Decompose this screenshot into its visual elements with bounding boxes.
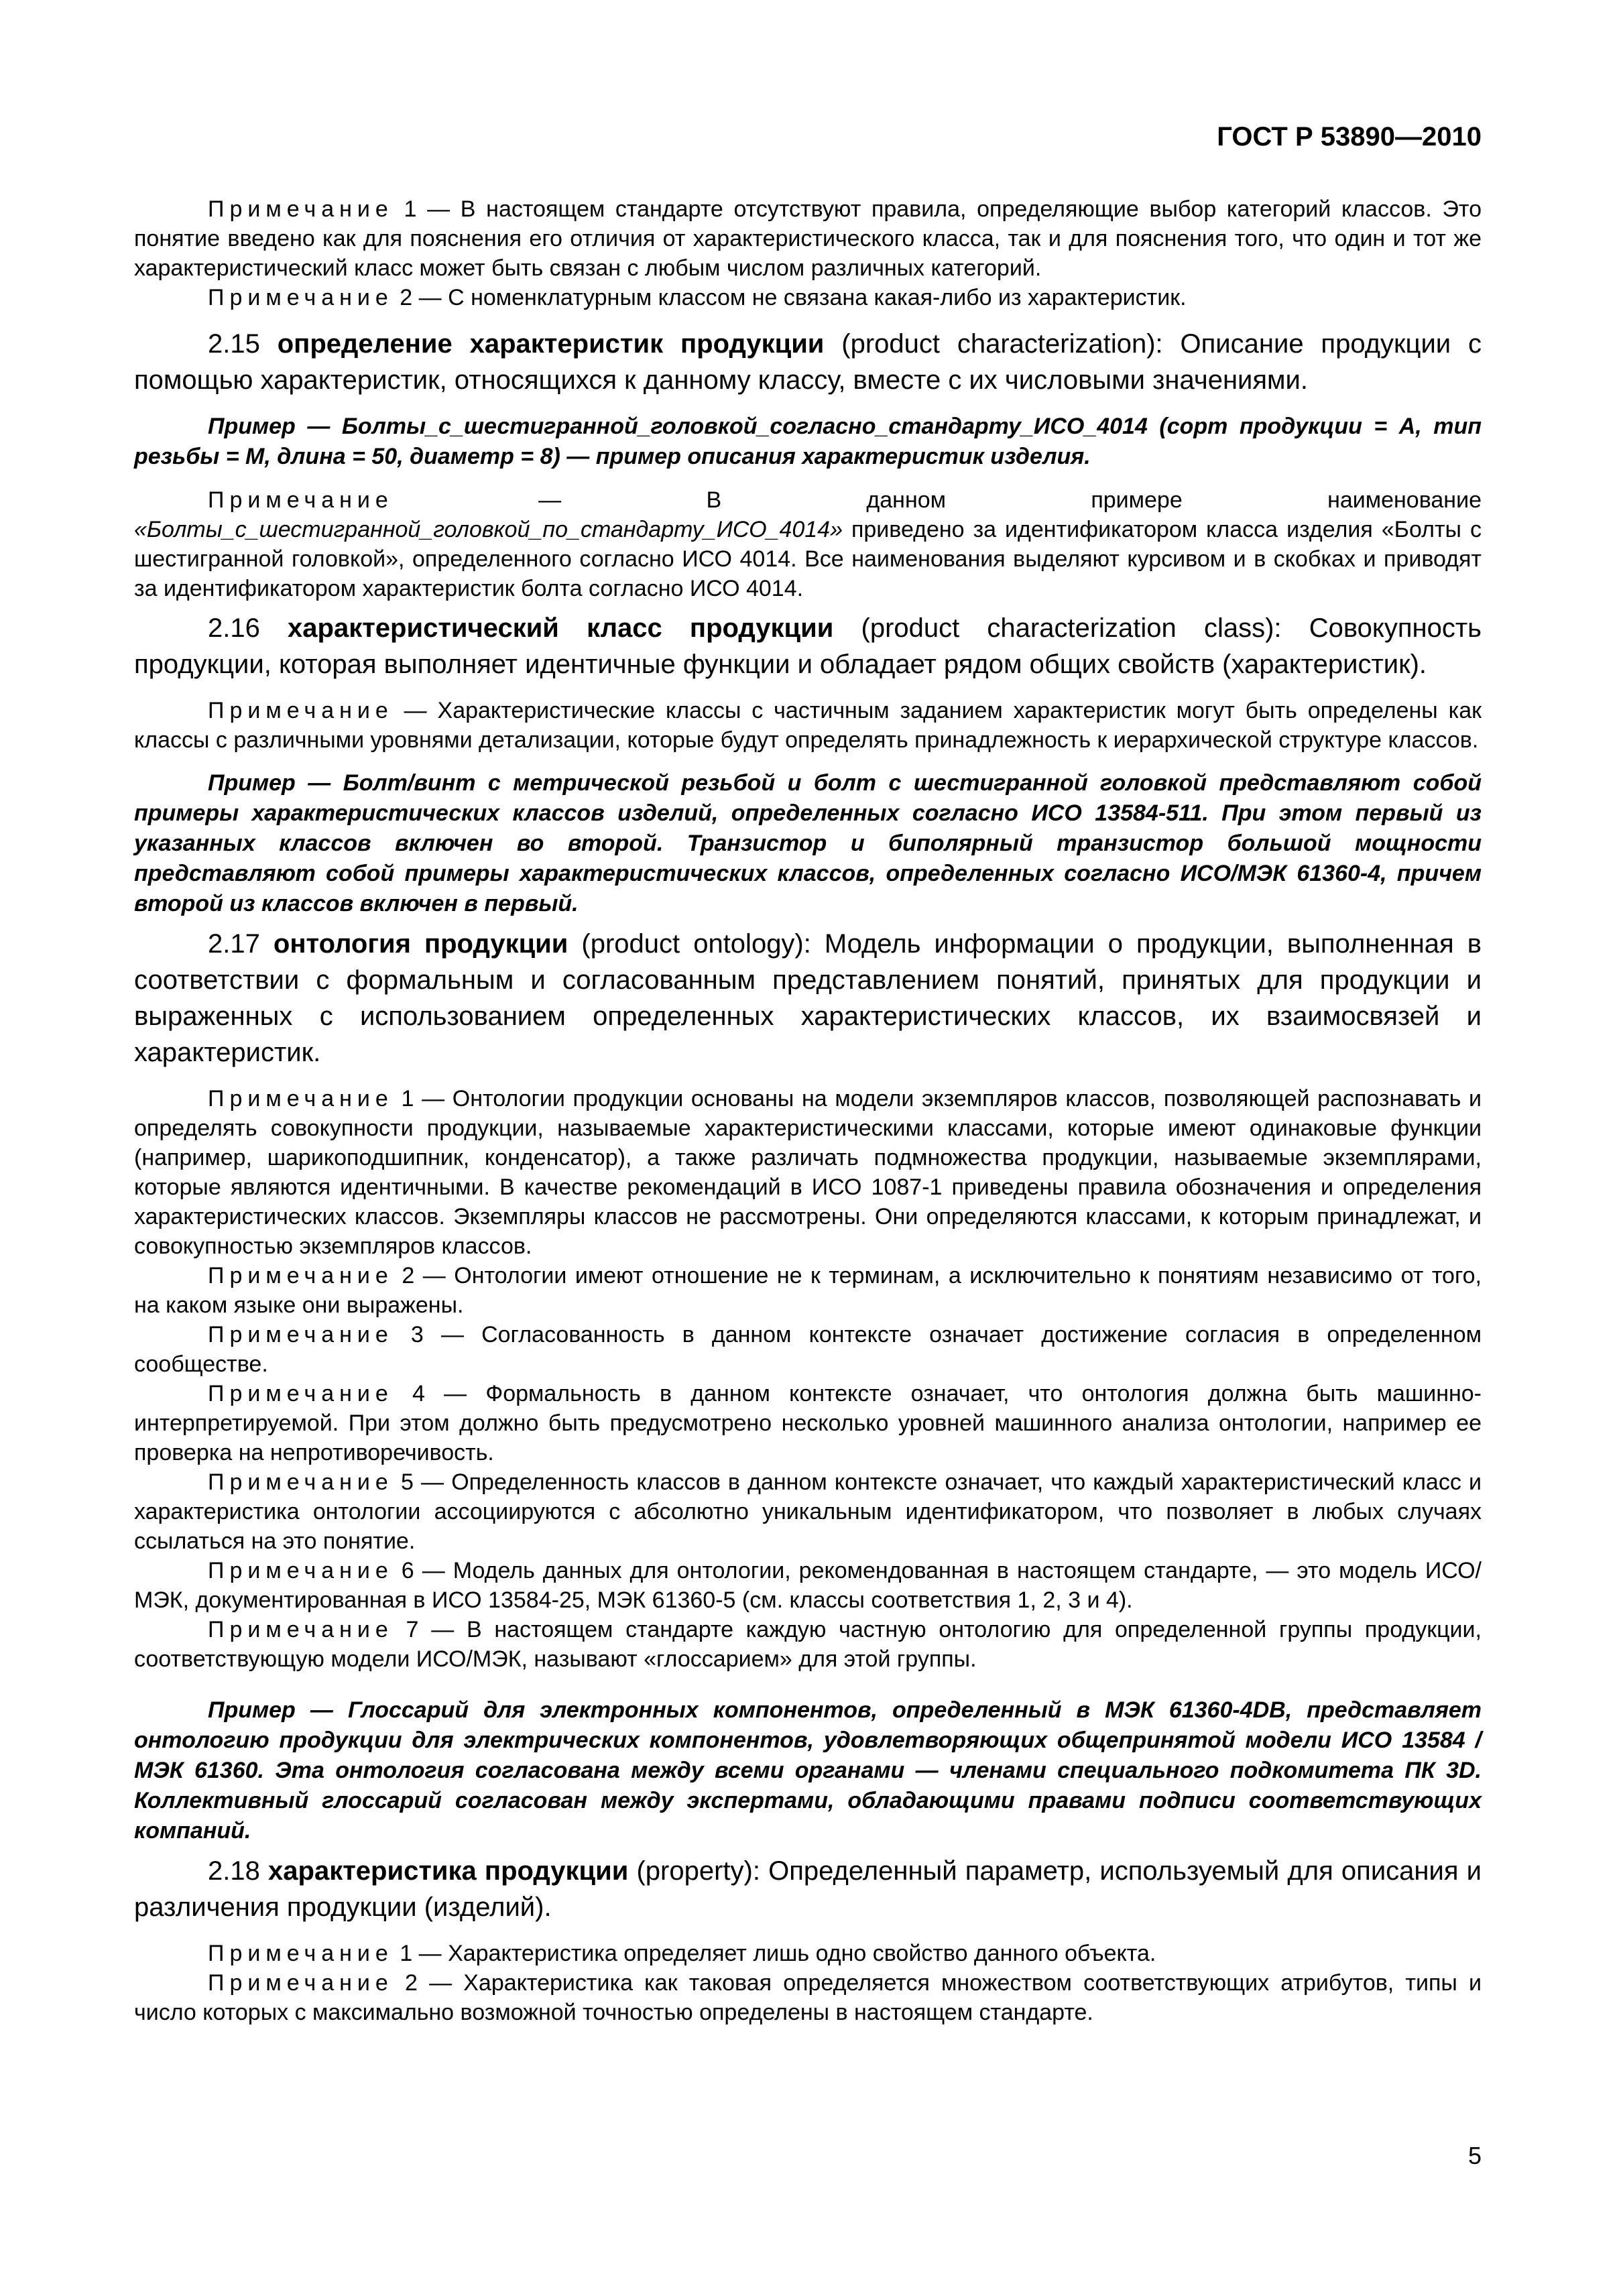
term-2-16: 2.16 характеристический класс продукции (product characterization class): Совокупность продукции, которая выполняет идентичные функции и обладает рядом общих свойств (характеристик). <box>134 613 1482 679</box>
term-2-17: 2.17 онтология продукции (product ontology): Модель информации о продукции, выполненная в соответствии с формальным и согласованным представлением понятий, принятых для продукции и выраженных с использованием определенных характеристических классов, их взаимосвязей и характеристик. <box>134 929 1482 1067</box>
note-2: Примечание 2 — С номенклатурным классом не связана какая-либо из характеристик. <box>208 285 1187 310</box>
term-title: характеристика продукции <box>268 1856 629 1886</box>
note-2-17-3: Примечание 3 — Согласованность в данном контексте означает достижение согласия в определенном сообществе. <box>134 1322 1482 1377</box>
note-2-15: Примечание — В данном примере наименование «Болты_с_шестигранной_головкой_по_стандарту_ИСО_4014» приведено за идентификатором класса изделия «Болты с шестигранной головкой», определенного согласно ИСО 4014. Все наименования выделяют курсивом и в скобках и приводят за идентификатором характеристик болта согласно ИСО 4014. <box>134 487 1482 601</box>
example-label: Пример <box>208 770 296 796</box>
example-label: Пример <box>208 1697 296 1723</box>
note-2-17-6: Примечание 6 — Модель данных для онтологии, рекомендованная в настоящем стандарте, — это модель ИСО/МЭК, документированная в ИСО 13584-25, МЭК 61360-5 (см. классы соответствия 1, 2, 3 и 4). <box>134 1558 1482 1613</box>
note-label: Примечание <box>208 1381 394 1406</box>
note-label: Примечание <box>208 196 394 222</box>
note-2-17-5: Примечание 5 — Определенность классов в данном контексте означает, что каждый характеристический класс и характеристика онтологии ассоциируются с абсолютно уникальным идентификатором, что позволяет в любых случаях ссылаться на это понятие. <box>134 1469 1482 1554</box>
note-label: Примечание <box>208 1263 394 1288</box>
page-body <box>134 194 1482 2027</box>
note-label: Примечание <box>208 1941 394 1966</box>
note-label: Примечание <box>208 285 394 310</box>
note-label: Примечание <box>208 1322 394 1347</box>
note-2-18-1: Примечание 1 — Характеристика определяет лишь одно свойство данного объекта. <box>208 1941 1156 1966</box>
note-2-17-7: Примечание 7 — В настоящем стандарте каждую частную онтологию для определенной группы продукции, соответствующую модели ИСО/МЭК, называют «глоссарием» для этой группы. <box>134 1617 1482 1672</box>
note-1: Примечание 1 — В настоящем стандарте отсутствуют правила, определяющие выбор категорий классов. Это понятие введено как для пояснения его отличия от характеристического класса, так и для пояснения того, что один и тот же характеристический класс может быть связан с любым числом различных категорий. <box>134 196 1482 281</box>
term-title: определение характеристик продукции <box>277 329 825 359</box>
note-2-16: Примечание — Характеристические классы с частичным заданием характеристик могут быть определены как классы с различными уровнями детализации, которые будут определять принадлежность к иерархической структуре классов. <box>134 698 1482 753</box>
term-2-18: 2.18 характеристика продукции (property): Определенный параметр, используемый для описания и различения продукции (изделий). <box>134 1856 1482 1922</box>
term-title: характеристический класс продукции <box>288 613 834 643</box>
note-label: Примечание <box>208 1469 394 1495</box>
note-2-17-1: Примечание 1 — Онтологии продукции основаны на модели экземпляров классов, позволяющей распознавать и определять совокупности продукции, называемые характеристическими классами, которые имеют одинаковые функции (например, шарикоподшипник, конденсатор), а также различать подмножества продукции, называемые экземплярами, которые являются идентичными. В качестве рекомендаций в ИСО 1087-1 приведены правила обозначения и определения характеристических классов. Экземпляры классов не рассмотрены. Они определяются классами, к которым принадлежат, и совокупностью экземпляров классов. <box>134 1086 1482 1259</box>
note-2-18-2: Примечание 2 — Характеристика как таковая определяется множеством соответствующих атрибутов, типы и число которых с максимально возможной точностью определены в настоящем стандарте. <box>134 1970 1482 2025</box>
note-label: Примечание <box>208 1086 394 1111</box>
note-2-17-2: Примечание 2 — Онтологии имеют отношение не к терминам, а исключительно к понятиям независимо от того, на каком языке они выражены. <box>134 1263 1482 1318</box>
term-title: онтология продукции <box>273 929 568 959</box>
note-2-17-4: Примечание 4 — Формальность в данном контексте означает, что онтология должна быть машинно-интерпретируемой. При этом должно быть предусмотрено несколько уровней машинного анализа онтологии, например ее проверка на непротиворечивость. <box>134 1381 1482 1465</box>
standard-header: ГОСТ Р 53890—2010 <box>1217 122 1482 152</box>
page-number: 5 <box>1467 2142 1482 2169</box>
term-2-15: 2.15 определение характеристик продукции (product characterization): Описание продукции с помощью характеристик, относящихся к данному классу, вместе с их числовыми значениями. <box>134 329 1482 395</box>
example-2-15: Пример — Болты_с_шестигранной_головкой_согласно_стандарту_ИСО_4014 (сорт продукции = A, тип резьбы = M, длина = 50, диаметр = 8) — пример описания характеристик изделия. <box>134 414 1482 469</box>
example-2-16: Пример — Болт/винт с метрической резьбой и болт с шестигранной головкой представляют собой примеры характеристических классов изделий, определенных согласно ИСО 13584-511. При этом первый из указанных классов включен во второй. Транзистор и биполярный транзистор большой мощности представляют собой примеры характеристических классов, определенных согласно ИСО/МЭК 61360-4, причем второй из классов включен в первый. <box>134 770 1482 916</box>
note-label: Примечание <box>208 698 394 723</box>
example-2-17: Пример — Глоссарий для электронных компонентов, определенный в МЭК 61360-4DB, представляет онтологию продукции для электрических компонентов, удовлетворяющих общепринятой модели ИСО 13584 / МЭК 61360. Эта онтология согласована между всеми органами — членами специального подкомитета ПК 3D. Коллективный глоссарий согласован между экспертами, обладающими правами подписи соответствующих компаний. <box>134 1697 1482 1844</box>
note-label: Примечание <box>208 1617 394 1642</box>
note-label: Примечание <box>208 487 394 513</box>
note-label: Примечание <box>208 1970 394 1996</box>
example-label: Пример <box>208 414 296 439</box>
note-label: Примечание <box>208 1558 394 1583</box>
